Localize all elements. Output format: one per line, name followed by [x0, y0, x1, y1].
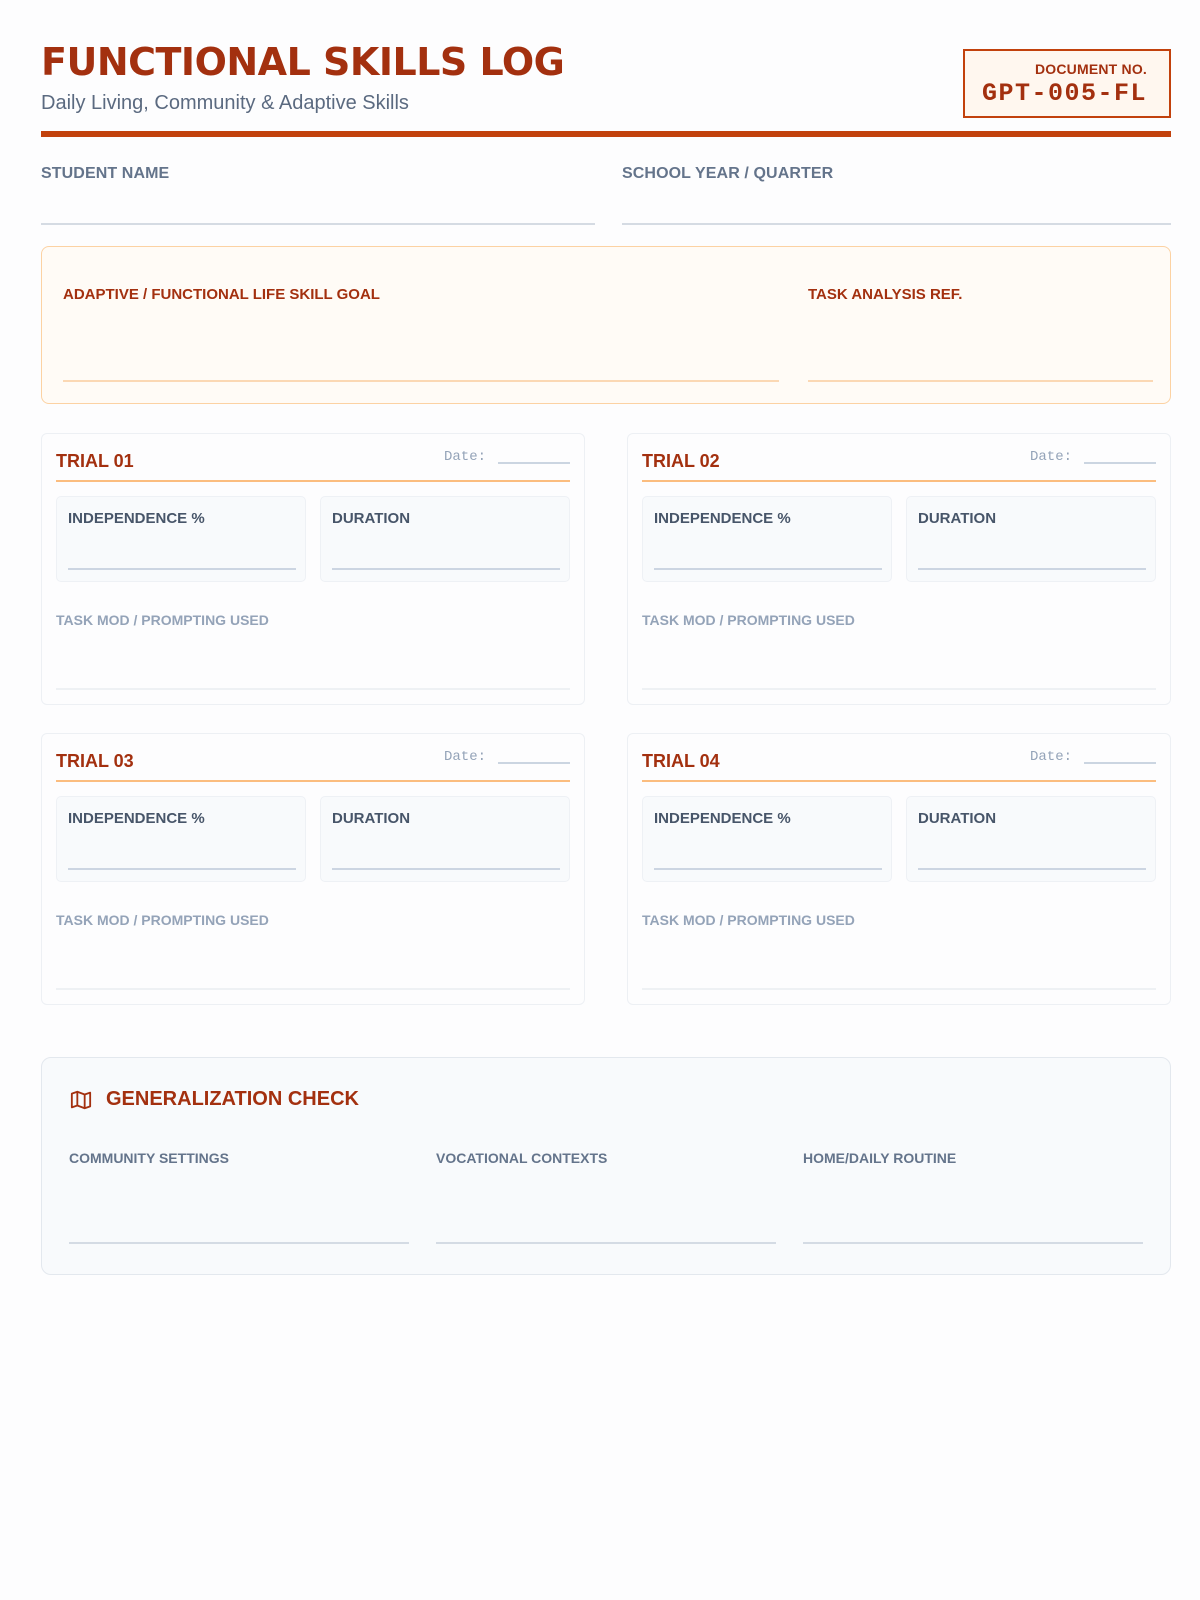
student-name-label: STUDENT NAME — [41, 165, 170, 182]
duration-box[interactable] — [320, 496, 570, 582]
independence-box[interactable] — [642, 496, 892, 582]
header-rule — [41, 131, 1171, 137]
task-analysis-ref-label: TASK ANALYSIS REF. — [808, 286, 963, 303]
duration-label: DURATION — [332, 810, 411, 827]
goal-box — [41, 246, 1171, 404]
home-daily-routine-field[interactable] — [803, 1150, 1143, 1166]
school-year-field[interactable] — [622, 165, 1171, 183]
community-settings-line[interactable] — [69, 1242, 409, 1244]
duration-box[interactable] — [906, 496, 1156, 582]
trial-date-label: Date: — [444, 749, 487, 765]
goal-label: ADAPTIVE / FUNCTIONAL LIFE SKILL GOAL — [63, 286, 380, 303]
trial-divider — [56, 780, 570, 782]
trial-title: TRIAL 01 — [56, 451, 134, 471]
vocational-contexts-line[interactable] — [436, 1242, 776, 1244]
home-daily-routine-label: HOME/DAILY ROUTINE — [803, 1150, 957, 1166]
community-settings-label: COMMUNITY SETTINGS — [69, 1150, 229, 1166]
school-year-label: SCHOOL YEAR / QUARTER — [622, 165, 834, 182]
community-settings-field[interactable] — [69, 1150, 409, 1166]
page-subtitle: Daily Living, Community & Adaptive Skills — [41, 92, 409, 114]
generalization-check-section — [41, 1057, 1171, 1275]
trial-title: TRIAL 03 — [56, 751, 134, 771]
page-title: FUNCTIONAL SKILLS LOG — [41, 40, 565, 84]
independence-label: INDEPENDENCE % — [68, 510, 205, 527]
independence-line[interactable] — [68, 868, 296, 870]
duration-label: DURATION — [918, 810, 997, 827]
duration-box[interactable] — [906, 796, 1156, 882]
document-number-label: DOCUMENT NO. — [1034, 61, 1147, 77]
student-name-field[interactable] — [41, 165, 595, 183]
trial-date-label: Date: — [1030, 749, 1073, 765]
trial-card — [41, 433, 585, 705]
independence-box[interactable] — [56, 796, 306, 882]
duration-box[interactable] — [320, 796, 570, 882]
independence-line[interactable] — [654, 568, 882, 570]
independence-box[interactable] — [642, 796, 892, 882]
duration-line[interactable] — [332, 568, 560, 570]
trial-divider — [642, 780, 1156, 782]
independence-label: INDEPENDENCE % — [654, 510, 791, 527]
trial-divider — [642, 480, 1156, 482]
trial-date-line[interactable] — [1084, 462, 1156, 464]
duration-line[interactable] — [332, 868, 560, 870]
trial-date-line[interactable] — [498, 762, 570, 764]
trial-title: TRIAL 02 — [642, 451, 720, 471]
vocational-contexts-label: VOCATIONAL CONTEXTS — [436, 1150, 608, 1166]
document-number-box — [963, 49, 1171, 118]
trial-date-label: Date: — [1030, 449, 1073, 465]
goal-line[interactable] — [63, 380, 779, 382]
task-mod-label: TASK MOD / PROMPTING USED — [56, 912, 269, 928]
task-mod-line[interactable] — [642, 688, 1156, 690]
task-mod-label: TASK MOD / PROMPTING USED — [642, 912, 855, 928]
document-header — [41, 0, 1171, 138]
independence-line[interactable] — [68, 568, 296, 570]
trial-card — [627, 433, 1171, 705]
school-year-line[interactable] — [622, 223, 1171, 225]
generalization-title: GENERALIZATION CHECK — [106, 1088, 359, 1110]
duration-line[interactable] — [918, 868, 1146, 870]
trial-date-line[interactable] — [498, 462, 570, 464]
independence-box[interactable] — [56, 496, 306, 582]
independence-line[interactable] — [654, 868, 882, 870]
document-number: GPT-005-FL — [981, 79, 1147, 108]
home-daily-routine-line[interactable] — [803, 1242, 1143, 1244]
task-mod-line[interactable] — [56, 988, 570, 990]
vocational-contexts-field[interactable] — [436, 1150, 776, 1166]
duration-line[interactable] — [918, 568, 1146, 570]
independence-label: INDEPENDENCE % — [654, 810, 791, 827]
task-mod-label: TASK MOD / PROMPTING USED — [642, 612, 855, 628]
trial-card — [627, 733, 1171, 1005]
trial-date-line[interactable] — [1084, 762, 1156, 764]
duration-label: DURATION — [332, 510, 411, 527]
task-mod-line[interactable] — [642, 988, 1156, 990]
task-mod-label: TASK MOD / PROMPTING USED — [56, 612, 269, 628]
trial-divider — [56, 480, 570, 482]
trial-card — [41, 733, 585, 1005]
trial-title: TRIAL 04 — [642, 751, 720, 771]
duration-label: DURATION — [918, 510, 997, 527]
trial-date-label: Date: — [444, 449, 487, 465]
form-page — [41, 0, 1171, 1166]
map-icon — [70, 1089, 92, 1111]
student-name-line[interactable] — [41, 223, 595, 225]
task-mod-line[interactable] — [56, 688, 570, 690]
task-analysis-ref-line[interactable] — [808, 380, 1153, 382]
independence-label: INDEPENDENCE % — [68, 810, 205, 827]
